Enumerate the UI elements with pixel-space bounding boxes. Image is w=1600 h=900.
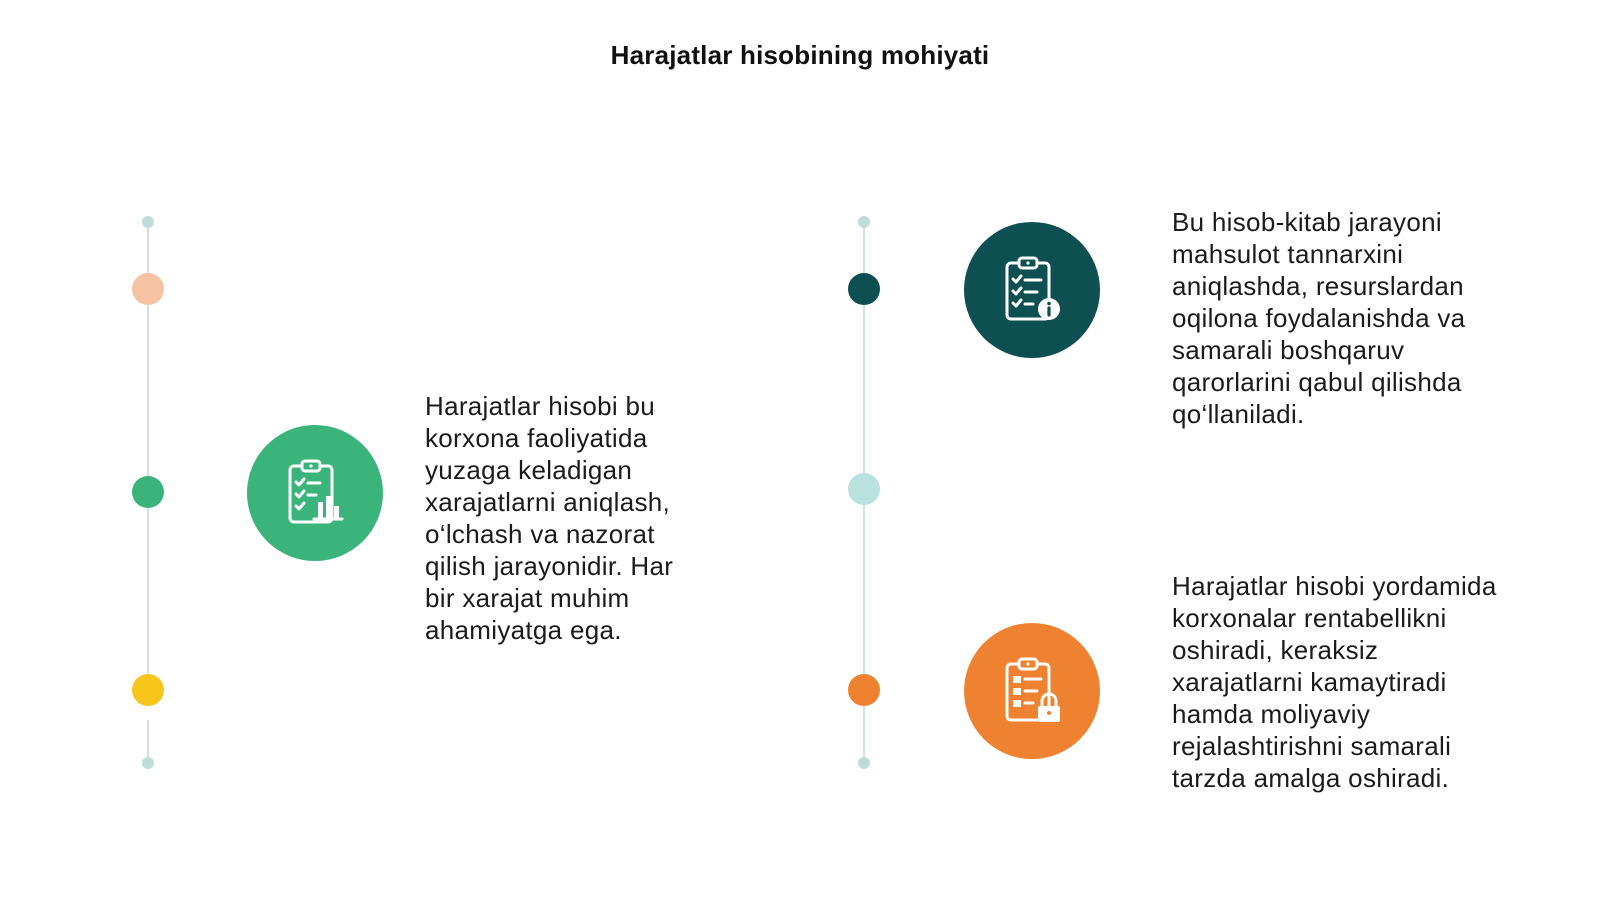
timeline-endcap-top xyxy=(142,216,154,228)
page-title: Harajatlar hisobining mohiyati xyxy=(610,40,990,70)
timeline-dot-orange xyxy=(848,674,880,706)
timeline-endcap-top xyxy=(858,216,870,228)
left-timeline xyxy=(133,0,163,900)
clipboard-chart-icon xyxy=(247,425,383,561)
right-timeline xyxy=(849,0,879,900)
timeline-line xyxy=(147,720,149,758)
description-text-3: Harajatlar hisobi yordamida korxonalar rentabellikni oshiradi, keraksiz xarajatlarni kamaytiradi hamda moliyaviy rejalashtirishni samarali tarzda amalga oshiradi. xyxy=(1172,571,1497,793)
description-text-1: Harajatlar hisobi bu korxona faoliyatida yuzaga keladigan xarajatlarni aniqlash, o‘lchash va nazorat qilish jarayonidir. Har bir xarajat muhim ahamiyatga ega. xyxy=(425,391,674,645)
timeline-dot-peach xyxy=(132,273,164,305)
timeline-dot-light-teal xyxy=(848,473,880,505)
clipboard-lock-icon xyxy=(964,623,1100,759)
description-text-2: Bu hisob-kitab jarayoni mahsulot tannarxini aniqlashda, resurslardan oqilona foydalanishda va samarali boshqaruv qarorlarini qabul qilishda qo‘llaniladi. xyxy=(1172,207,1466,429)
clipboard-info-icon xyxy=(964,222,1100,358)
timeline-dot-green xyxy=(132,476,164,508)
timeline-dot-dark-teal xyxy=(848,273,880,305)
timeline-endcap-bottom xyxy=(142,757,154,769)
timeline-dot-yellow xyxy=(132,674,164,706)
timeline-endcap-bottom xyxy=(858,757,870,769)
